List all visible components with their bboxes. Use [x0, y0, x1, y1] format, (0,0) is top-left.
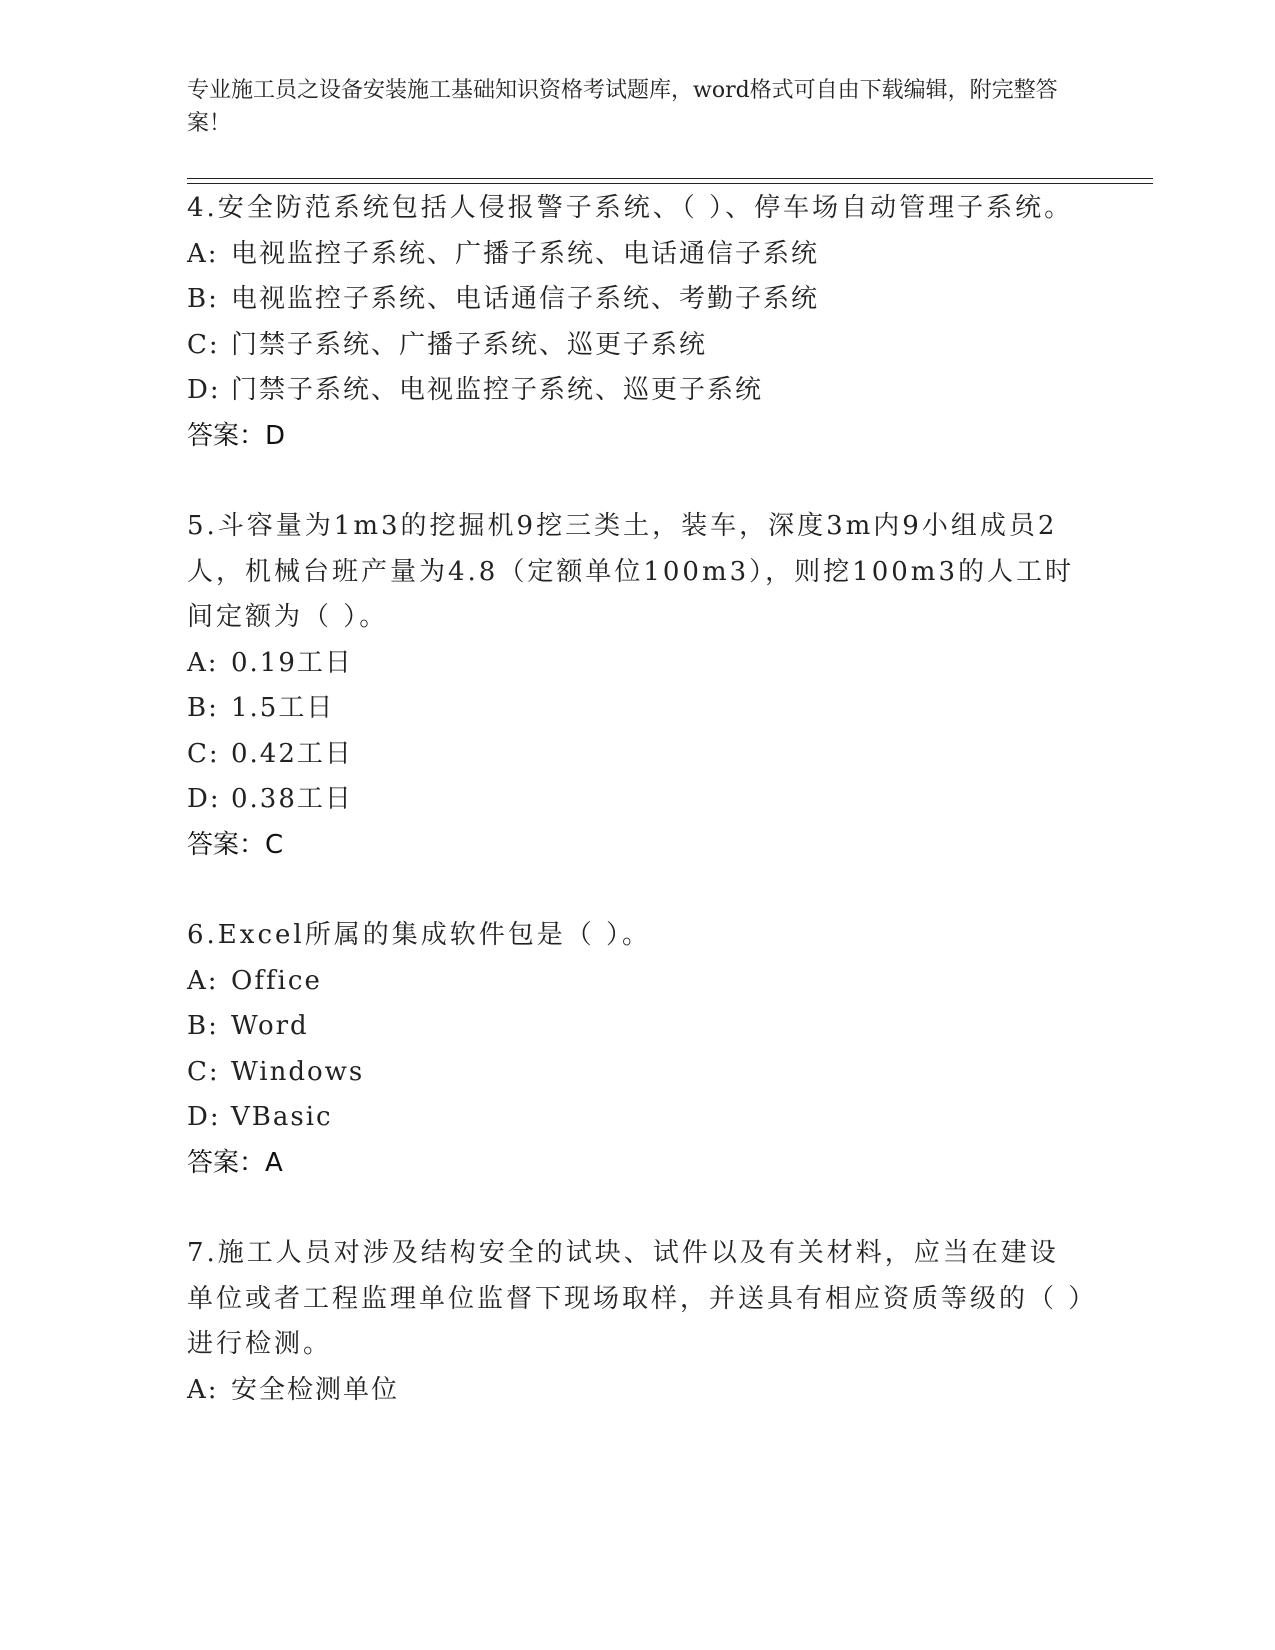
question-stem: 6.Excel所属的集成软件包是（ ）。	[187, 920, 651, 950]
option-b	[187, 1004, 1087, 1050]
option-letter: D:	[187, 784, 221, 814]
option-a	[187, 641, 1087, 687]
option-letter: B:	[187, 1011, 219, 1041]
option-text: 0.19工日	[231, 647, 353, 678]
document-header: 专业施工员之设备安装施工基础知识资格考试题库，word格式可自由下载编辑，附完整答案！	[187, 78, 1058, 136]
option-text: Windows	[231, 1056, 365, 1087]
answer-label: 答案：	[187, 1147, 266, 1178]
question-stem: 5.斗容量为1m3的挖掘机9挖三类土，装车，深度3m内9小组成员2人，机械台班产量为4.8（定额单位100m3），则挖100m3的人工时间定额为（ ）。	[187, 511, 1074, 632]
question-stem: 7.施工人员对涉及结构安全的试块、试件以及有关材料，应当在建设单位或者工程监理单位监督下现场取样，并送具有相应资质等级的（ ）进行检测。	[187, 1238, 1085, 1359]
option-letter: A:	[187, 1374, 219, 1405]
option-text: 门禁子系统、广播子系统、巡更子系统	[231, 329, 708, 360]
option-text: 安全检测单位	[231, 1374, 400, 1405]
header-double-rule	[187, 178, 1153, 184]
answer-line	[187, 823, 1087, 869]
option-text: 1.5工日	[231, 693, 335, 723]
answer-line	[187, 1141, 1087, 1187]
option-a	[187, 232, 1087, 278]
option-a	[187, 959, 1087, 1005]
option-letter: C:	[187, 329, 220, 360]
question-list	[187, 186, 1087, 1458]
answer-line	[187, 414, 1087, 460]
option-b	[187, 686, 1087, 732]
option-text: 0.38工日	[231, 784, 353, 814]
question-stem: 4.安全防范系统包括人侵报警子系统、（ ）、停车场自动管理子系统。	[187, 193, 1074, 223]
option-text: 门禁子系统、电视监控子系统、巡更子系统	[231, 375, 764, 405]
answer-value: D	[265, 420, 286, 451]
option-letter: C:	[187, 1056, 220, 1087]
option-letter: D:	[187, 1102, 221, 1132]
option-letter: A:	[187, 238, 219, 269]
option-letter: B:	[187, 284, 219, 314]
answer-value: A	[265, 1147, 283, 1178]
option-text: VBasic	[231, 1102, 333, 1132]
option-b	[187, 277, 1087, 323]
option-text: Office	[231, 965, 322, 996]
option-c	[187, 732, 1087, 778]
option-c	[187, 323, 1087, 369]
question-4	[187, 186, 1087, 459]
question-7	[187, 1231, 1087, 1413]
option-letter: B:	[187, 693, 219, 723]
option-letter: A:	[187, 965, 219, 996]
answer-label: 答案：	[187, 420, 266, 451]
option-d	[187, 368, 1087, 414]
question-5	[187, 504, 1087, 868]
option-text: 电视监控子系统、广播子系统、电话通信子系统	[231, 238, 820, 269]
question-6	[187, 913, 1087, 1186]
option-letter: D:	[187, 375, 221, 405]
option-text: 0.42工日	[231, 738, 353, 769]
option-text: 电视监控子系统、电话通信子系统、考勤子系统	[231, 284, 820, 314]
option-letter: C:	[187, 738, 220, 769]
option-c	[187, 1050, 1087, 1096]
option-letter: A:	[187, 647, 219, 678]
answer-label: 答案：	[187, 829, 266, 860]
option-text: Word	[231, 1011, 309, 1041]
option-d	[187, 1095, 1087, 1141]
answer-value: C	[265, 829, 284, 860]
option-d	[187, 777, 1087, 823]
option-a	[187, 1368, 1087, 1414]
